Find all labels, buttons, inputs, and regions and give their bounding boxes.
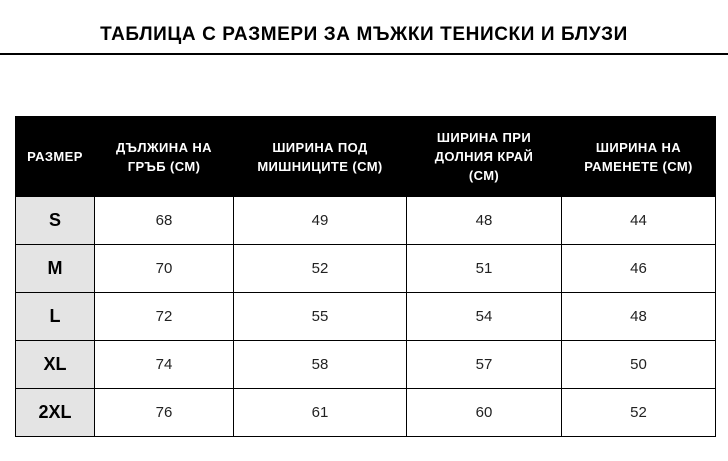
column-header-bottom-width: ШИРИНА ПРИ ДОЛНИЯ КРАЙ (СМ) [407,117,562,197]
table-cell: 60 [407,389,562,437]
table-cell: 61 [234,389,407,437]
table-cell: 44 [562,197,716,245]
table-row [16,293,716,341]
table-cell: 52 [234,245,407,293]
title-underline [0,53,728,55]
table-cell: 76 [95,389,234,437]
size-label: XL [16,341,95,389]
table-cell: 48 [562,293,716,341]
table-header-row [16,117,716,197]
table-cell: 52 [562,389,716,437]
table-cell: 58 [234,341,407,389]
column-header-shoulder-width: ШИРИНА НА РАМЕНЕТЕ (СМ) [562,117,716,197]
table-cell: 57 [407,341,562,389]
table-cell: 55 [234,293,407,341]
table-cell: 70 [95,245,234,293]
table-cell: 74 [95,341,234,389]
column-header-size: РАЗМЕР [16,117,95,197]
table-cell: 68 [95,197,234,245]
table-cell: 46 [562,245,716,293]
table-cell: 49 [234,197,407,245]
table-row [16,341,716,389]
table-cell: 54 [407,293,562,341]
column-header-back-length: ДЪЛЖИНА НА ГРЪБ (СМ) [95,117,234,197]
table-row [16,245,716,293]
size-label: 2XL [16,389,95,437]
table-cell: 72 [95,293,234,341]
table-row [16,197,716,245]
size-chart-table [15,116,716,437]
table-cell: 51 [407,245,562,293]
table-cell: 50 [562,341,716,389]
table-row [16,389,716,437]
size-label: L [16,293,95,341]
size-label: S [16,197,95,245]
size-label: M [16,245,95,293]
column-header-chest-width: ШИРИНА ПОД МИШНИЦИТЕ (СМ) [234,117,407,197]
table-cell: 48 [407,197,562,245]
page-title: ТАБЛИЦА С РАЗМЕРИ ЗА МЪЖКИ ТЕНИСКИ И БЛУЗИ [100,24,628,45]
